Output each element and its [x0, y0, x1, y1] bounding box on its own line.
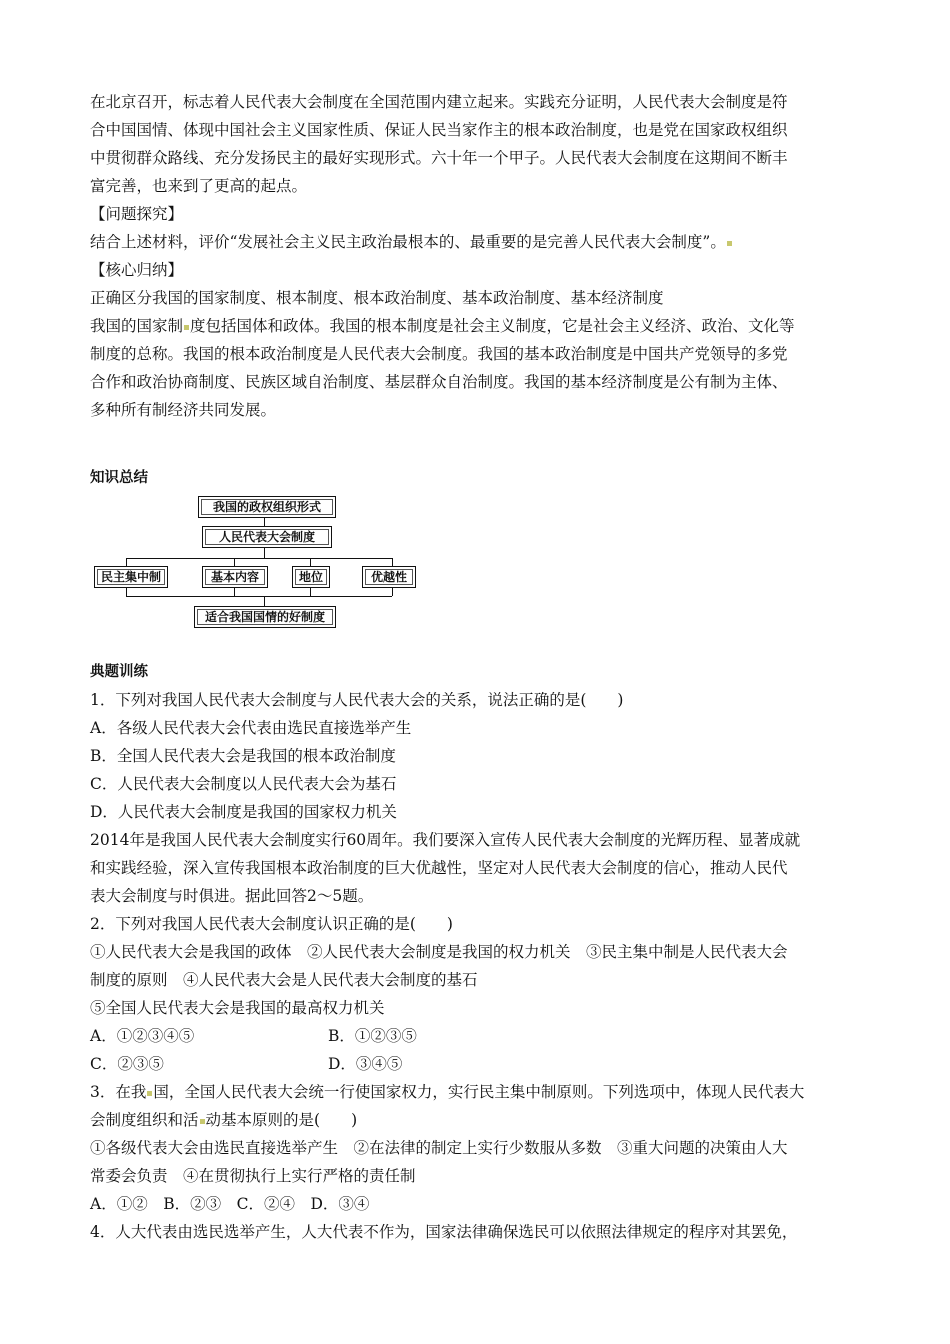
connector-line: [310, 588, 311, 596]
question-1-stem: 1．下列对我国人民代表大会制度与人民代表大会的关系，说法正确的是( ): [90, 691, 624, 709]
question-2-option-c: C．②③⑤: [90, 1055, 164, 1073]
connector-line: [126, 558, 127, 566]
question-3-stem-part: 3．在我: [90, 1083, 147, 1101]
question-2-statement: ①人民代表大会是我国的政体 ②人民代表大会制度是我国的权力机关 ③民主集中制是人民代表大会: [90, 943, 788, 961]
inquiry-heading: 【问题探究】: [90, 205, 184, 223]
question-2-stem: 2．下列对我国人民代表大会制度认识正确的是( ): [90, 915, 453, 933]
core-line: 正确区分我国的国家制度、根本制度、根本政治制度、基本政治制度、基本经济制度: [90, 289, 664, 307]
connector-line: [392, 558, 393, 566]
marker-icon: [147, 1091, 152, 1096]
question-3-stem-part: 会制度组织和活: [90, 1111, 199, 1129]
material-paragraph: [90, 826, 865, 910]
inquiry-text-content: 结合上述材料，评价“发展社会主义民主政治最根本的、最重要的是完善人民代表大会制度”。: [90, 233, 726, 251]
question-1-option-a: A．各级人民代表大会代表由选民直接选举产生: [90, 719, 412, 737]
intro-line: 富完善，也来到了更高的起点。: [90, 177, 308, 195]
knowledge-diagram: [90, 496, 865, 646]
question-2-options-row: [90, 1050, 865, 1078]
connector-line: [264, 596, 265, 606]
question-1-option-d: D．人民代表大会制度是我国的国家权力机关: [90, 803, 397, 821]
connector-line: [126, 596, 392, 597]
material-line: 表大会制度与时俱进。据此回答2～5题。: [90, 887, 374, 905]
core-heading: 【核心归纳】: [90, 261, 184, 279]
marker-icon: [727, 241, 732, 246]
diagram-branch-box: 民主集中制: [94, 566, 168, 588]
question-1-option-b: B．全国人民代表大会是我国的根本政治制度: [90, 747, 396, 765]
question-2-statement: 制度的原则 ④人民代表大会是人民代表大会制度的基石: [90, 971, 478, 989]
material-line: 2014年是我国人民代表大会制度实行60周年。我们要深入宣传人民代表大会制度的光辉历程、显著成就: [90, 831, 801, 849]
connector-line: [126, 588, 127, 596]
intro-paragraph: [90, 88, 865, 200]
connector-line: [264, 518, 265, 526]
core-paragraph: [90, 284, 865, 424]
document-content: [90, 88, 865, 1246]
diagram-branch-box: 基本内容: [202, 566, 268, 588]
core-line-part: 我国的国家制: [90, 317, 184, 335]
question-3-statement: ①各级代表大会由选民直接选举产生 ②在法律的制定上实行少数服从多数 ③重大问题的决策由人大: [90, 1139, 788, 1157]
diagram-branch-box: 地位: [292, 566, 330, 588]
question-2-option-b: B．①②③⑤: [328, 1027, 417, 1045]
material-line: 和实践经验，深入宣传我国根本政治制度的巨大优越性，坚定对人民代表大会制度的信心，推动人民代: [90, 859, 788, 877]
question-1-option-c: C．人民代表大会制度以人民代表大会为基石: [90, 775, 397, 793]
question-2-option-a: A．①②③④⑤: [90, 1027, 195, 1045]
connector-line: [234, 588, 235, 596]
intro-line: 合中国国情、体现中国社会主义国家性质、保证人民当家作主的根本政治制度，也是党在国家政权组织: [90, 121, 788, 139]
question-2-options-row: [90, 1022, 865, 1050]
core-line: 制度的总称。我国的根本政治制度是人民代表大会制度。我国的基本政治制度是中国共产党领导的多党: [90, 345, 788, 363]
practice-heading: 典题训练: [90, 664, 148, 680]
question-3-options: A．①② B．②③ C．②④ D．③④: [90, 1195, 370, 1213]
diagram-middle-box: 人民代表大会制度: [202, 526, 332, 548]
connector-line: [126, 558, 392, 559]
core-line: 合作和政治协商制度、民族区域自治制度、基层群众自治制度。我国的基本经济制度是公有制为主体、: [90, 373, 788, 391]
core-line: 多种所有制经济共同发展。: [90, 401, 277, 419]
connector-line: [264, 548, 265, 558]
core-line: [90, 312, 865, 340]
intro-line: 中贯彻群众路线、充分发扬民主的最好实现形式。六十年一个甲子。人民代表大会制度在这期间不断丰: [90, 149, 788, 167]
core-line-part: 度包括国体和政体。我国的根本制度是社会主义制度，它是社会主义经济、政治、文化等: [190, 317, 795, 335]
summary-heading: 知识总结: [90, 470, 148, 486]
question-4-stem: 4．人大代表由选民选举产生，人大代表不作为，国家法律确保选民可以依照法律规定的程序对其罢免，: [90, 1223, 798, 1241]
diagram-top-box: 我国的政权组织形式: [198, 496, 336, 518]
diagram-bottom-box: 适合我国国情的好制度: [194, 606, 336, 628]
intro-line: 在北京召开，标志着人民代表大会制度在全国范围内建立起来。实践充分证明，人民代表大会制度是符: [90, 93, 788, 111]
question-2-statement: ⑤全国人民代表大会是我国的最高权力机关: [90, 999, 385, 1017]
marker-icon: [184, 325, 189, 330]
question-2-option-d: D．③④⑤: [328, 1055, 403, 1073]
inquiry-text: [90, 228, 865, 256]
connector-line: [392, 588, 393, 596]
connector-line: [234, 558, 235, 566]
connector-line: [310, 558, 311, 566]
diagram-branch-box: 优越性: [362, 566, 416, 588]
question-3-statement: 常委会负责 ④在贯彻执行上实行严格的责任制: [90, 1167, 416, 1185]
marker-icon: [200, 1119, 205, 1124]
question-3-stem: [90, 1106, 865, 1134]
question-3-stem-part: 动基本原则的是( ): [205, 1111, 358, 1129]
question-3-stem: [90, 1078, 865, 1106]
question-3-stem-part: 国，全国人民代表大会统一行使国家权力，实行民主集中制原则。下列选项中，体现人民代表大: [153, 1083, 805, 1101]
